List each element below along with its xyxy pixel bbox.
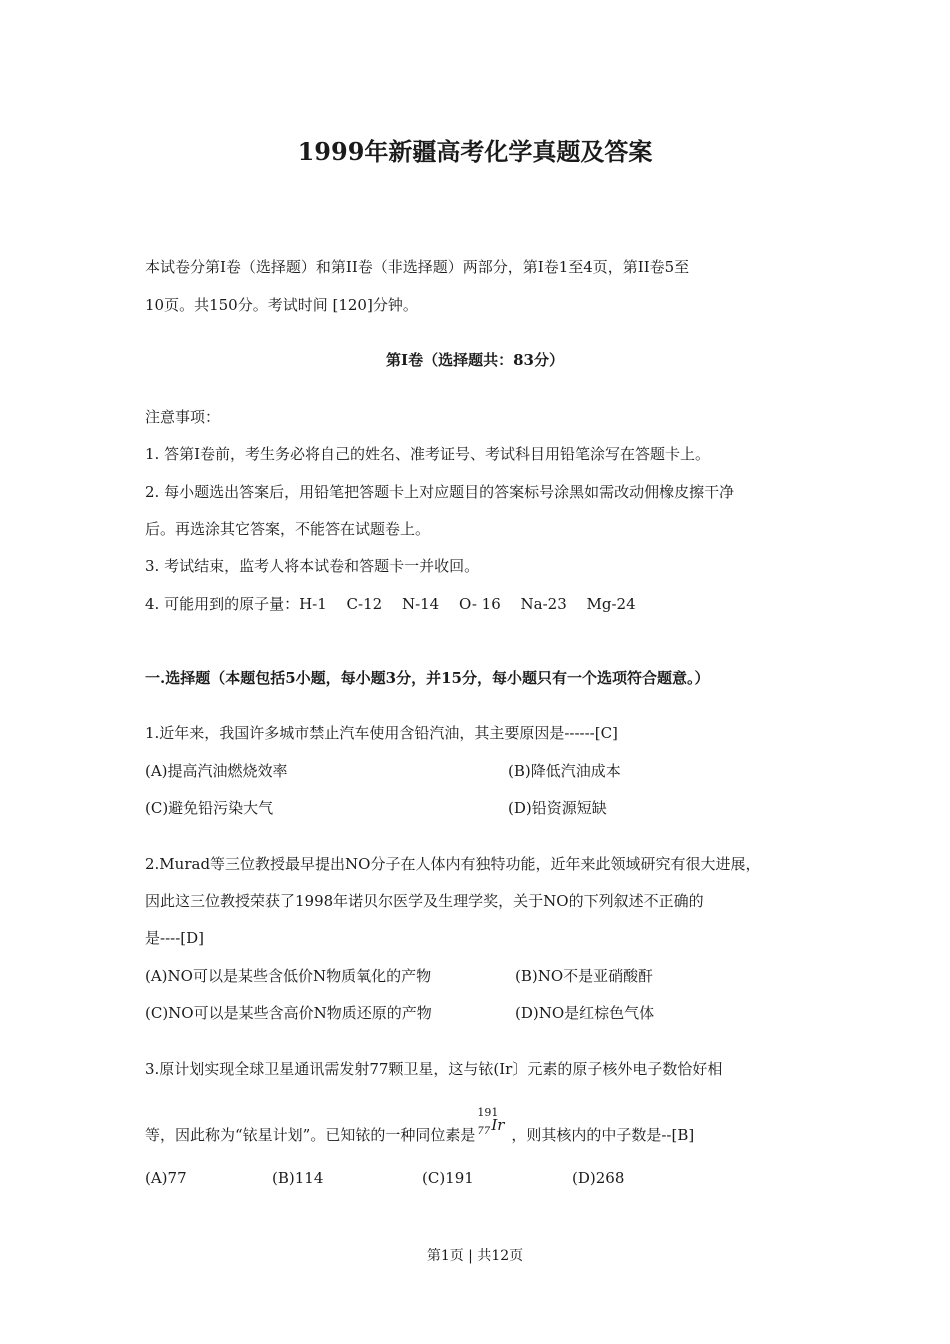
intro-line-2: 10页。共150分。考试时间 [120]分钟。 — [145, 296, 418, 314]
isotope-atomic-number: 77 — [477, 1126, 491, 1137]
note-item-1: 1. 答第Ⅰ卷前，考生务必将自己的姓名、准考证号、考试科目用铅笔涂写在答题卡上。 — [145, 445, 711, 463]
question-2-option-c: (C)NO可以是某些含高价N物质还原的产物 — [145, 1004, 432, 1022]
question-3-option-b: (B)114 — [272, 1169, 324, 1187]
page-footer: 第1页 | 共12页 — [426, 1248, 524, 1264]
notes-heading: 注意事项： — [145, 408, 221, 426]
question-2-line-3: 是----[D] — [145, 929, 205, 947]
document-title: 1999年新疆高考化学真题及答案 — [297, 137, 653, 166]
isotope-symbol: Ir — [491, 1116, 505, 1134]
question-3-line-2 — [145, 1106, 695, 1145]
question-3-option-a: (A)77 — [145, 1169, 187, 1187]
isotope-mass-number: 191 — [477, 1106, 499, 1119]
question-2-line-2: 因此这三位教授荣获了1998年诺贝尔医学及生理学奖，关于NO的下列叙述不正确的 — [145, 892, 704, 910]
question-2-line-1: 2.Murad等三位教授最早提出NO分子在人体内有独特功能，近年来此领域研究有很大进展， — [145, 855, 761, 873]
intro-line-1: 本试卷分第Ⅰ卷（选择题）和第II卷（非选择题）两部分，第Ⅰ卷1至4页，第II卷5至 — [145, 258, 690, 276]
question-2-option-b: (B)NO不是亚硝酸酐 — [515, 967, 654, 985]
question-1-option-c: (C)避免铅污染大气 — [145, 799, 274, 817]
isotope-notation — [477, 1106, 509, 1142]
question-1-option-a: (A)提高汽油燃烧效率 — [145, 762, 288, 780]
question-2-option-a: (A)NO可以是某些含低价N物质氧化的产物 — [145, 967, 432, 985]
question-3-line-2-tail: ，则其核内的中子数是--[B] — [511, 1126, 695, 1144]
question-1-stem: 1.近年来，我国许多城市禁止汽车使用含铅汽油，其主要原因是------[C] — [145, 724, 618, 742]
question-3-line-2-text: 等，因此称为“铱星计划”。已知铱的一种同位素是 — [145, 1126, 476, 1144]
question-2-option-d: (D)NO是红棕色气体 — [515, 1004, 655, 1022]
question-3-option-d: (D)268 — [572, 1169, 625, 1187]
note-item-3: 3. 考试结束，监考人将本试卷和答题卡一并收回。 — [145, 557, 480, 575]
part-heading: 一.选择题（本题包括5小题，每小题3分，并15分，每小题只有一个选项符合题意。） — [145, 669, 710, 687]
note-item-4: 4. 可能用到的原子量：H-1 C-12 N-14 O- 16 Na-23 Mg-24 — [145, 595, 636, 613]
question-1-option-b: (B)降低汽油成本 — [508, 762, 621, 780]
question-1-option-d: (D)铅资源短缺 — [508, 799, 607, 817]
question-3-option-c: (C)191 — [422, 1169, 474, 1187]
section-title: 第Ⅰ卷（选择题共：83分） — [386, 351, 564, 369]
note-item-2: 2. 每小题选出答案后，用铅笔把答题卡上对应题目的答案标号涂黑如需改动佣橡皮擦干净 — [145, 483, 735, 501]
question-3-line-1: 3.原计划实现全球卫星通讯需发射77颗卫星，这与铱(Ir〕元素的原子核外电子数恰好相 — [145, 1060, 723, 1078]
note-item-2-cont: 后。再选涂其它答案，不能答在试题卷上。 — [145, 520, 431, 538]
